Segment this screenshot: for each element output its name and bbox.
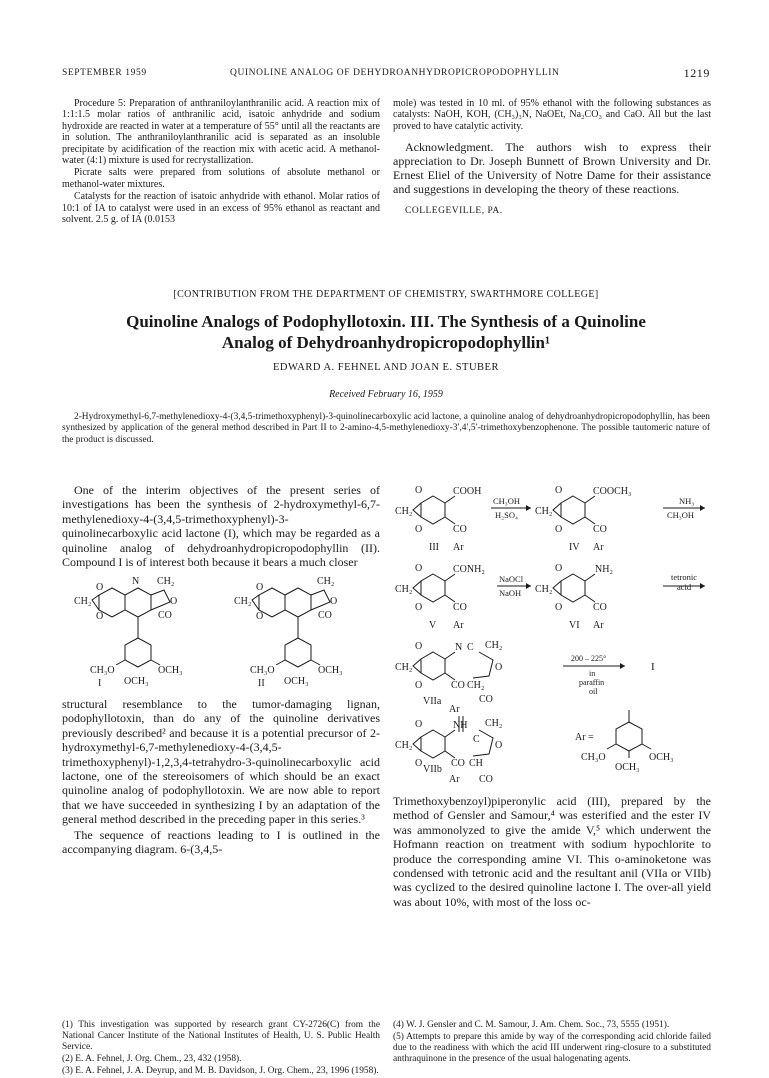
VI-o1: O (555, 563, 563, 574)
reagent-in: in (589, 669, 596, 678)
IV-cooch3: COOCH₃ (593, 486, 632, 497)
compound-VIIa (395, 640, 502, 715)
top-left-column (62, 98, 380, 226)
structure-II (234, 576, 343, 689)
label-VIIa: VIIa (423, 696, 442, 707)
footnote-4: (4) W. J. Gensler and C. M. Samour, J. Am. Chem. Soc., 73, 5555 (1951). (393, 1020, 670, 1030)
compound-III (395, 485, 481, 553)
label-III: III (429, 542, 439, 553)
II-o-bottom: O (256, 611, 264, 622)
label-IV: IV (569, 542, 580, 553)
I-n: N (132, 576, 140, 587)
arrow-hofmann (497, 574, 531, 598)
catalysts-paragraph: Catalysts for the reaction of isatoic anhydride with ethanol. Molar ratios of 10:1 of IA to catalyst were used in an excess of 95% ethanol as reactant and solvent. 2.5 g. of IA (0.0153 (62, 191, 380, 226)
reaction-scheme (393, 480, 711, 792)
reagent-temperature: 200 – 225° (571, 654, 607, 663)
structures-I-II (62, 560, 380, 695)
III-co: CO (453, 524, 467, 535)
VI-ar: Ar (593, 620, 604, 631)
body-right-column (393, 794, 711, 910)
II-ch3o: CH₃O (250, 665, 275, 676)
contribution-line: [CONTRIBUTION FROM THE DEPARTMENT OF CHEMISTRY, SWARTHMORE COLLEGE] (173, 289, 599, 300)
III-ch2: CH₂ (395, 506, 413, 517)
II-o-lactone: O (330, 596, 338, 607)
ar-equals: Ar = (575, 732, 594, 743)
ar-och3-right: OCH₃ (649, 752, 674, 763)
top-right-column (393, 98, 711, 219)
I-ch3o: CH₃O (90, 665, 115, 676)
reagent-naoh: NaOH (499, 588, 522, 598)
III-ar: Ar (453, 542, 464, 553)
ar-ch3o: CH₃O (581, 752, 606, 763)
received-date: Received February 16, 1959 (329, 389, 443, 400)
V-ch2: CH₂ (395, 584, 413, 595)
II-och3-para: OCH₃ (284, 676, 309, 687)
I-o-bottom: O (96, 611, 104, 622)
arrow-esterify (491, 496, 531, 520)
reagent-nh3: NH₃ (679, 496, 695, 506)
VIIa-n: N (455, 642, 463, 653)
VIIa-ch2-b: CH₂ (467, 680, 485, 691)
catalysts-continuation: mole) was tested in 10 ml. of 95% ethanol with the following substances as catalysts: NaOH, KOH, (CH₃)₃N, NaOEt, Na₂CO₃ and CaO. All but the last proved to have catalytic activity. (393, 98, 711, 132)
VI-o2: O (555, 602, 563, 613)
I-ch2-lactone: CH₂ (157, 576, 175, 587)
IV-co: CO (593, 524, 607, 535)
compound-VIIb (395, 718, 502, 785)
compound-IV (535, 485, 632, 553)
footnotes-right (393, 1020, 711, 1066)
reagent-paraffin: paraffin (579, 678, 605, 687)
reagent-acid: acid (677, 582, 692, 592)
V-o2: O (415, 602, 423, 613)
procedure-5-paragraph: Procedure 5: Preparation of anthraniloylanthranilic acid. A reaction mix of 1:1:1.5 molar ratios of anthranilic acid, isatoic anhydride and sodium hydroxide are reacted in water at a temperature of 55° until all the reactants are in solution. The anthraniloylanthranilic acid is separated as an insoluble precipitate by acidification of the reaction mix with acetic acid. A methanol-water (4:1) mixture is used for recrystallization. (62, 98, 380, 167)
arrow-tetronic (663, 572, 705, 592)
ar-och3-para: OCH₃ (615, 762, 640, 773)
label-V: V (429, 620, 437, 631)
title-line-1: Quinoline Analogs of Podophyllotoxin. III. The Synthesis of a Quinoline (126, 312, 646, 331)
II-o-top: O (256, 582, 264, 593)
sequence-paragraph: The sequence of reactions leading to I is outlined in the accompanying diagram. 6-(3,4,5- (62, 827, 380, 857)
resemblance-paragraph: structural resemblance to the tumor-damaging lignan, podophyllotoxin, than do any of the quinoline derivatives previously described² and because it is a potential precursor of 2-hydroxymethyl-6,7-methylenedioxy-4-(3,4,5-trimethoxyphenyl)-1,2,3,4-tetrahydro-3-quinolinecarboxylic acid lactone, one of the stereoisomers of which should be an exact quinoline analog of podophyllotoxin. We are now able to report that we have succeeded in synthesizing I by an adaptation of the general method described in the preceding paper in this series.³ (62, 697, 380, 827)
structure-I (74, 576, 183, 689)
VIIb-co-ring: CO (479, 774, 493, 785)
ar-definition (575, 710, 674, 773)
footnote-3: (3) E. A. Fehnel, J. A. Deyrup, and M. B. Davidson, J. Org. Chem., 23, 1996 (1958). (62, 1066, 379, 1076)
authors: EDWARD A. FEHNEL AND JOAN E. STUBER (273, 362, 499, 373)
VIIa-o1: O (415, 641, 423, 652)
V-conh2: CONH₂ (453, 564, 485, 575)
VIIa-ch2-ring: CH₂ (485, 640, 503, 651)
II-co: CO (318, 610, 332, 621)
I-ch2: CH₂ (74, 596, 92, 607)
III-cooh: COOH (453, 486, 482, 497)
arrow-ammonolysis (663, 496, 705, 520)
VIIb-ch2: CH₂ (395, 740, 413, 751)
VIIb-c: C (473, 734, 480, 745)
reagent-tetronic: tetronic (671, 572, 697, 582)
III-o1: O (415, 485, 423, 496)
reagent-h2so4: H₂SO₄ (495, 510, 518, 520)
footnote-5: (5) Attempts to prepare this amide by way of the corresponding acid chloride failed due to the readiness with which the acid III underwent ring-closure to a substituted anthraquinone in the presence of the usual halogenating agents. (393, 1032, 711, 1064)
VI-nh2: NH₂ (595, 564, 613, 575)
VIIa-co-ring: CO (479, 694, 493, 705)
VIIb-ch: CH (469, 758, 483, 769)
IV-ar: Ar (593, 542, 604, 553)
acknowledgment: Acknowledgment. The authors wish to express their appreciation to Dr. Joseph Bunnett of Brown University and Dr. Ernest Eliel of the University of Notre Dame for their assistance and suggestions in developing the theory of these reactions. (393, 140, 711, 197)
label-I: I (98, 678, 102, 689)
VIIb-o1: O (415, 719, 423, 730)
title-line-2: Analog of Dehydroanhydropicropodophyllin¹ (221, 333, 551, 352)
V-ar: Ar (453, 620, 464, 631)
II-ch2: CH₂ (234, 596, 252, 607)
VI-co: CO (593, 602, 607, 613)
VIIa-ch2: CH₂ (395, 662, 413, 673)
VIIb-o-ring: O (495, 740, 503, 751)
reagent-ch3oh-2: CH₃OH (667, 510, 695, 520)
running-head (62, 68, 710, 82)
VIIb-ar: Ar (449, 774, 460, 785)
I-o-top: O (96, 582, 104, 593)
VIIb-co: CO (451, 758, 465, 769)
article-title (62, 311, 710, 353)
I-och3-para: OCH₃ (124, 676, 149, 687)
page-number: 1219 (683, 66, 710, 80)
picrate-paragraph: Picrate salts were prepared from solutions of absolute methanol or methanol-water mixtures. (62, 167, 380, 190)
product-I-label: I (651, 661, 655, 673)
V-co: CO (453, 602, 467, 613)
II-ch2-lactone: CH₂ (317, 576, 335, 587)
label-II: II (258, 678, 265, 689)
intro-paragraph: One of the interim objectives of the present series of investigations has been the synthesis of 2-hydroxymethyl-6,7-methylenedioxy-4-(3,4,5-trimethoxyphenyl)-3-quinolinecarboxylic acid lactone (I), which may be regarded as a quinoline analog of dehydroanhydropicropodophyllin (II). Compound I is of interest both because it bears a much closer (62, 483, 380, 570)
compound-VI (535, 563, 613, 631)
II-och3-right: OCH₃ (318, 665, 343, 676)
reagent-naocl: NaOCl (499, 574, 524, 584)
VIIa-ar: Ar (449, 704, 460, 715)
footnote-1: (1) This investigation was supported by research grant CY-2726(C) from the National Cancer Institute of the National Institutes of Health, U. S. Public Health Service. (62, 1020, 380, 1052)
VIIa-co: CO (451, 680, 465, 691)
reagent-ch3oh: CH₃OH (493, 496, 521, 506)
synthesis-paragraph: Trimethoxybenzoyl)piperonylic acid (III), prepared by the method of Gensler and Samour,⁴ was esterified and the ester IV was ammonolyzed to give the amide V,⁵ which underwent the Hofmann reaction on treatment with sodium hypochlorite to produce the corresponding amine VI. This o-aminoketone was condensed with tetronic acid and the resultant anil (VIIa or VIIb) was cyclized to the desired quinoline lactone I. The over-all yield was about 10%, with most of the loss oc- (393, 794, 711, 909)
footnote-2: (2) E. A. Fehnel, J. Org. Chem., 23, 432 (1958). (62, 1054, 242, 1064)
body-intro (62, 483, 380, 570)
compound-V (395, 563, 485, 631)
label-VI: VI (569, 620, 580, 631)
running-head-date: SEPTEMBER 1959 (62, 68, 147, 78)
I-och3-right: OCH₃ (158, 665, 183, 676)
reagent-oil: oil (589, 687, 598, 696)
running-head-title: QUINOLINE ANALOG OF DEHYDROANHYDROPICROPODOPHYLLIN (230, 68, 560, 78)
V-o1: O (415, 563, 423, 574)
VIIa-o-ring: O (495, 662, 503, 673)
VIIb-ch2-ring: CH₂ (485, 718, 503, 729)
abstract: 2-Hydroxymethyl-6,7-methylenedioxy-4-(3,4,5-trimethoxyphenyl)-3-quinolinecarboxylic acid lactone, a quinoline analog of dehydroanhydropicropodophyllin, has been synthesized by application of the general method described in Part II to 2-amino-4,5-methylenedioxy-3′,4′,5′-trimethoxybenzophenone. The possible tautomeric nature of the product is discussed. (62, 412, 710, 445)
VIIb-o2: O (415, 758, 423, 769)
body-left-continued (62, 697, 380, 857)
IV-o2: O (555, 524, 563, 535)
III-o2: O (415, 524, 423, 535)
I-o-lactone: O (170, 596, 178, 607)
I-co: CO (158, 610, 172, 621)
VIIa-c: C (467, 642, 474, 653)
label-VIIb: VIIb (423, 764, 442, 775)
IV-ch2: CH₂ (535, 506, 553, 517)
footnotes-left (62, 1020, 380, 1078)
arrow-cyclize (563, 654, 625, 696)
place-line: COLLEGEVILLE, PA. (405, 206, 503, 217)
VIIb-nh: NH (453, 720, 468, 731)
IV-o1: O (555, 485, 563, 496)
VIIa-o2: O (415, 680, 423, 691)
VI-ch2: CH₂ (535, 584, 553, 595)
